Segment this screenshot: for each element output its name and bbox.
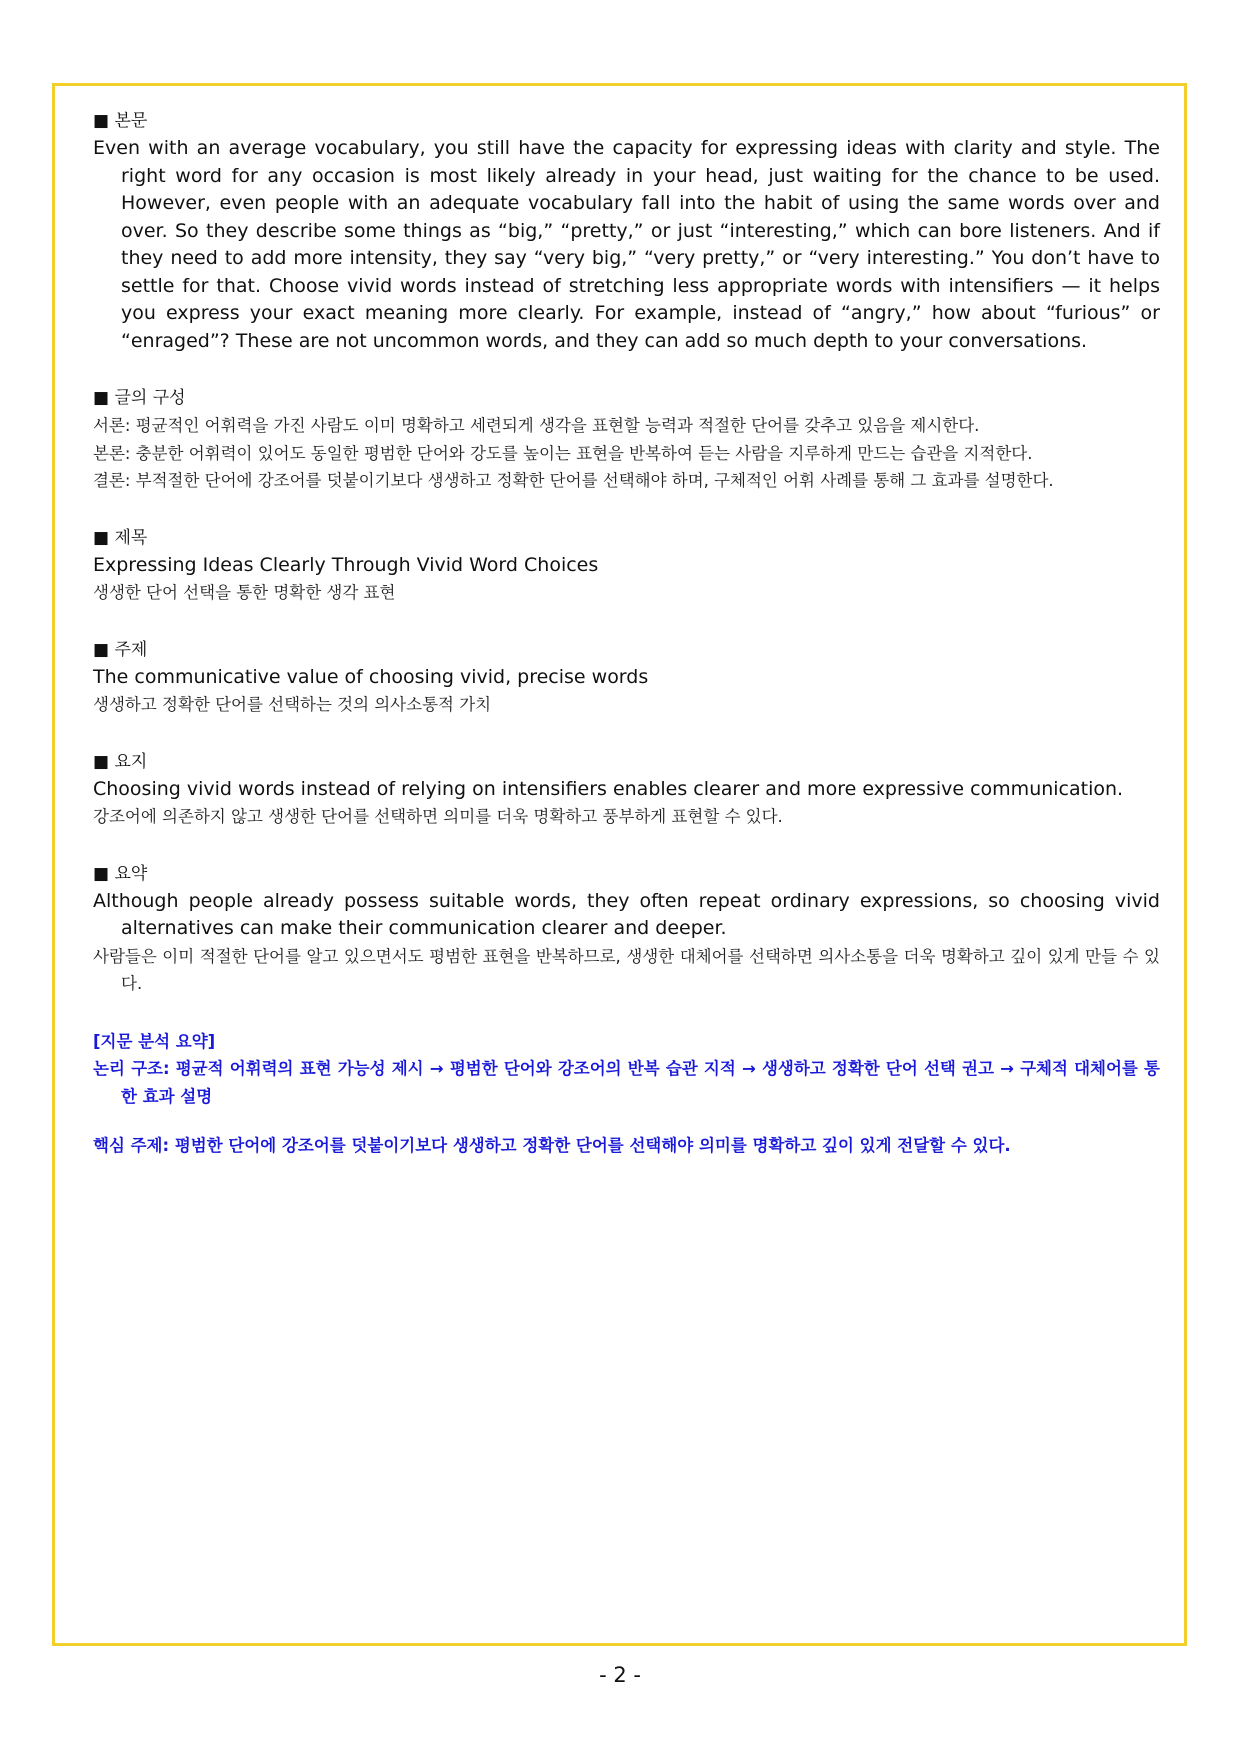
analysis-logic: 논리 구조: 평균적 어휘력의 표현 가능성 제시 → 평범한 단어와 강조어의 반복 습관 지적 → 생생하고 정확한 단어 선택 권고 → 구체적 대체어를 통한 효과 설명 <box>93 1059 1160 1106</box>
summary-en: Although people already possess suitable words, they often repeat ordinary expressions, so choosing vivid alternatives can make their communication clearer and deeper. <box>93 889 1160 939</box>
structure-conclusion: 결론: 부적절한 단어에 강조어를 덧붙이기보다 생생하고 정확한 단어를 선택해야 하며, 구체적인 어휘 사례를 통해 그 효과를 설명한다. <box>93 471 1054 490</box>
gist-ko: 강조어에 의존하지 않고 생생한 단어를 선택하면 의미를 더욱 명확하고 풍부하게 표현할 수 있다. <box>93 807 783 826</box>
title-en: Expressing Ideas Clearly Through Vivid Word Choices <box>93 553 599 576</box>
passage-text: Even with an average vocabulary, you still have the capacity for expressing ideas with clarity and style. The right word for any occasion is most likely already in your head, just waiting for the chance to be used. However, even people with an adequate vocabulary fall into the habit of using the same words over and over. So they describe some things as “big,” “pretty,” or just “interesting,” which can bore listeners. And if they need to add more intensity, they say “very big,” “very pretty,” or “very interesting.” You don’t have to settle for that. Choose vivid words instead of stretching less appropriate words with intensifiers — it helps you express your exact meaning more clearly. For example, instead of “angry,” how about “furious” or “enraged”? These are not uncommon words, and they can add so much depth to your conversations. <box>93 137 1160 352</box>
section-title <box>93 525 1160 607</box>
section-summary <box>93 861 1160 998</box>
section-analysis <box>93 1028 1160 1160</box>
title-ko: 생생한 단어 선택을 통한 명확한 생각 표현 <box>93 583 396 602</box>
topic-ko: 생생하고 정확한 단어를 선택하는 것의 의사소통적 가치 <box>93 695 492 714</box>
topic-en: The communicative value of choosing vivid, precise words <box>93 665 649 688</box>
section-heading-body: ■ 본문 <box>93 111 148 131</box>
structure-intro: 서론: 평균적인 어휘력을 가진 사람도 이미 명확하고 세련되게 생각을 표현할 능력과 적절한 단어를 갖추고 있음을 제시한다. <box>93 416 980 435</box>
section-body <box>93 108 1160 355</box>
structure-main: 본론: 충분한 어휘력이 있어도 동일한 평범한 단어와 강도를 높이는 표현을 반복하여 듣는 사람을 지루하게 만드는 습관을 지적한다. <box>93 443 1033 463</box>
section-heading-gist: ■ 요지 <box>93 751 148 772</box>
section-heading-title: ■ 제목 <box>93 527 148 548</box>
section-heading-topic: ■ 주제 <box>93 639 148 660</box>
analysis-core: 핵심 주제: 평범한 단어에 강조어를 덧붙이기보다 생생하고 정확한 단어를 선택해야 의미를 명확하고 깊이 있게 전달할 수 있다. <box>93 1136 1011 1155</box>
section-gist <box>93 749 1160 831</box>
section-heading-structure: ■ 글의 구성 <box>93 388 186 408</box>
worksheet-content <box>93 108 1160 1190</box>
page-number: - 2 - <box>599 1663 641 1687</box>
section-structure <box>93 385 1160 495</box>
section-topic <box>93 637 1160 719</box>
gist-en: Choosing vivid words instead of relying on intensifiers enables clearer and more expressive communication. <box>93 777 1124 800</box>
section-heading-summary: ■ 요약 <box>93 863 148 884</box>
summary-ko: 사람들은 이미 적절한 단어를 알고 있으면서도 평범한 표현을 반복하므로, 생생한 대체어를 선택하면 의사소통을 더욱 명확하고 깊이 있게 만들 수 있다. <box>93 946 1160 993</box>
analysis-label: [지문 분석 요약] <box>93 1031 216 1051</box>
